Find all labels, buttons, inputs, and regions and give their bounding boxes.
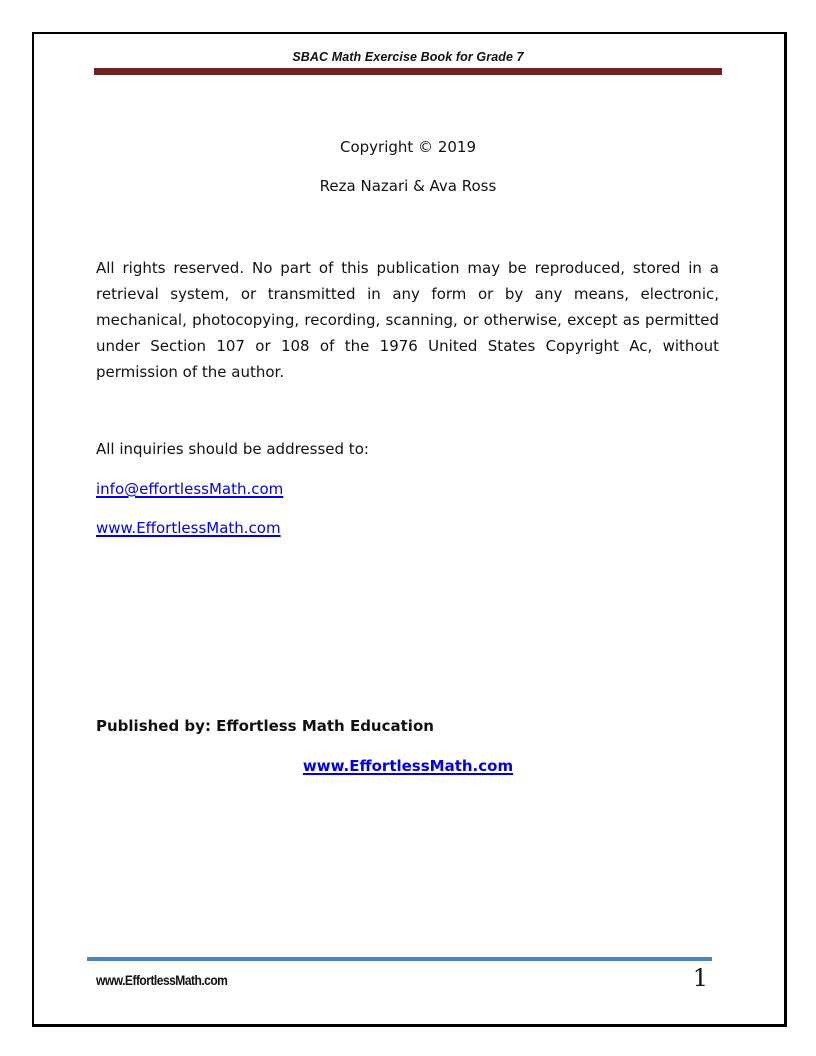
contact-email-container [96, 480, 283, 498]
publisher-line: Published by: Effortless Math Education [96, 717, 434, 735]
page-number: 1 [692, 964, 708, 992]
header-rule [94, 68, 722, 75]
authors: Reza Nazari & Ava Ross [319, 177, 497, 195]
running-header-title: SBAC Math Exercise Book for Grade 7 [292, 50, 524, 64]
copyright-notice: Copyright © 2019 [339, 138, 476, 156]
inquiries-label: All inquiries should be addressed to: [96, 440, 369, 458]
publisher-website-container [96, 757, 720, 775]
contact-email-link[interactable]: info@effortlessMath.com [96, 480, 284, 498]
publisher-website-link[interactable]: www.EffortlessMath.com [302, 757, 514, 775]
contact-website-container [96, 519, 281, 537]
footer-website: www.EffortlessMath.com [96, 972, 228, 988]
rights-statement: All rights reserved. No part of this publication may be reproduced, stored in a retrieval system, or transmitted in any form or by any means, electronic, mechanical, photocopying, recording, scanning, or otherwise, except as permitted under Section 107 or 108 of the 1976 United States Copyright Ac, without permission of the author. [96, 259, 719, 381]
contact-website-link[interactable]: www.EffortlessMath.com [96, 519, 281, 537]
footer-rule [87, 957, 712, 961]
